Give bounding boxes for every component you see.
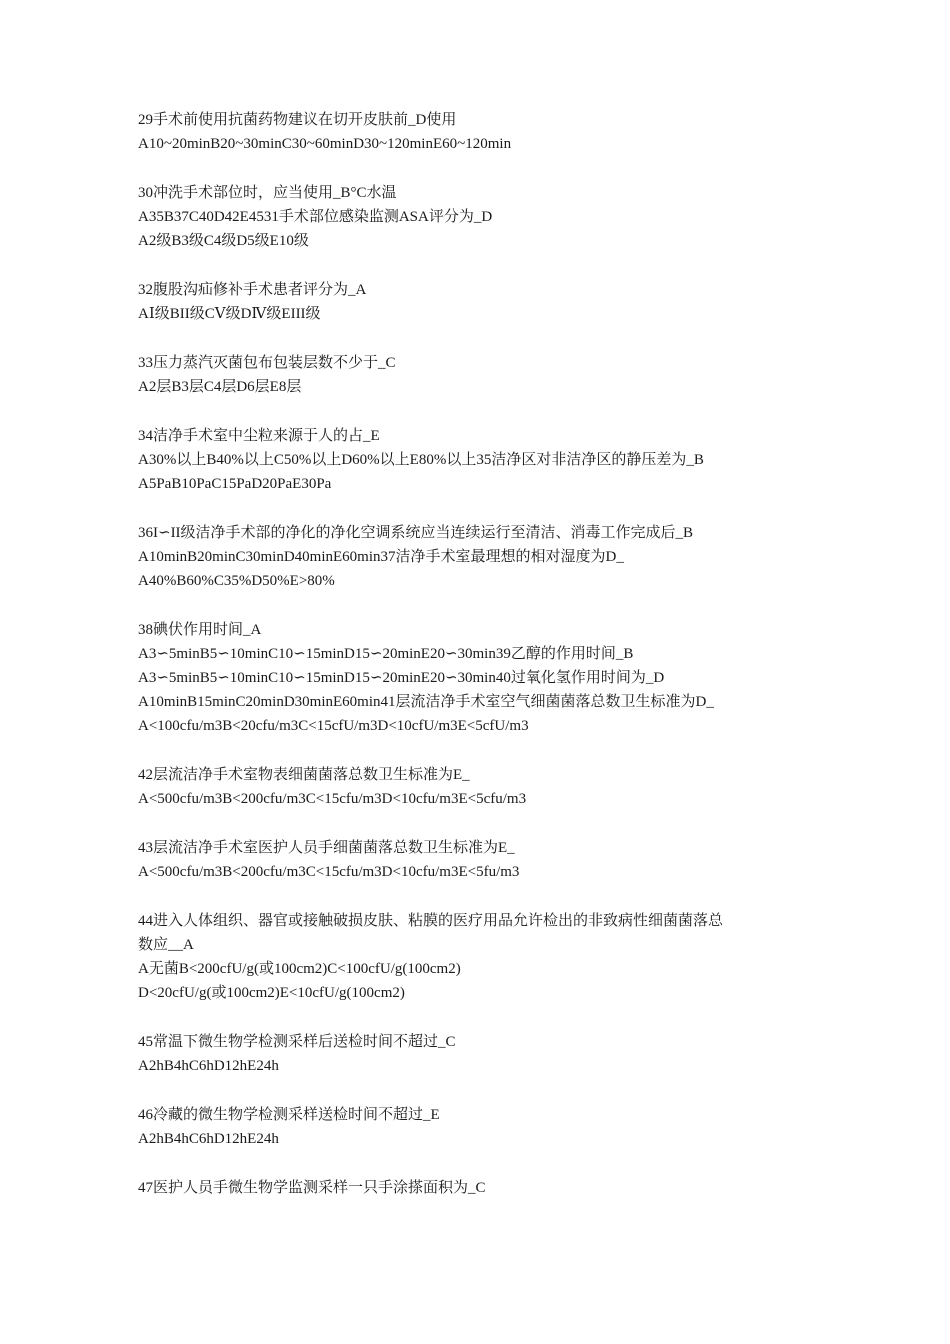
question-30 xyxy=(138,181,818,253)
answer-options: A10minB15minC20minD30minE60min41层流洁净手术室空气细菌菌落总数卫生标准为D_ xyxy=(138,694,714,710)
answer-options: A无菌B<200cfU/g(或100cm2)C<100cfU/g(100cm2) xyxy=(138,961,461,977)
question-text: 30冲洗手术部位时，应当使用_B°C水温 xyxy=(138,185,397,201)
question-47 xyxy=(138,1176,818,1200)
question-text: 34洁净手术室中尘粒来源于人的占_E xyxy=(138,428,380,444)
answer-options: A2层B3层C4层D6层E8层 xyxy=(138,379,302,395)
question-45 xyxy=(138,1030,818,1078)
question-42 xyxy=(138,763,818,811)
answer-options: A30%以上B40%以上C50%以上D60%以上E80%以上35洁净区对非洁净区的静压差为_B xyxy=(138,452,704,468)
answer-options: A5PaB10PaC15PaD20PaE30Pa xyxy=(138,476,332,492)
answer-options: A2hB4hC6hD12hE24h xyxy=(138,1058,279,1074)
answer-options: A<100cfu/m3B<20cfu/m3C<15cfU/m3D<10cfU/m3E<5cfU/m3 xyxy=(138,718,529,734)
question-38 xyxy=(138,618,818,738)
question-32 xyxy=(138,278,818,326)
answer-options: A2hB4hC6hD12hE24h xyxy=(138,1131,279,1147)
question-text: 33压力蒸汽灭菌包布包装层数不少于_C xyxy=(138,355,396,371)
answer-options: A40%B60%C35%D50%E>80% xyxy=(138,573,335,589)
question-44 xyxy=(138,909,818,1005)
question-text: 45常温下微生物学检测采样后送检时间不超过_C xyxy=(138,1034,456,1050)
answer-options: A<500cfu/m3B<200cfu/m3C<15cfu/m3D<10cfu/m3E<5fu/m3 xyxy=(138,864,520,880)
question-33 xyxy=(138,351,818,399)
question-text: 42层流洁净手术室物表细菌菌落总数卫生标准为E_ xyxy=(138,767,470,783)
question-36 xyxy=(138,521,818,593)
question-text: 29手术前使用抗菌药物建议在切开皮肤前_D使用 xyxy=(138,112,457,128)
question-text: 47医护人员手微生物学监测采样一只手涂搽面积为_C xyxy=(138,1180,486,1196)
answer-options: A3∽5minB5∽10minC10∽15minD15∽20minE20∽30min39乙醇的作用时间_B xyxy=(138,646,634,662)
answer-options: A35B37C40D42E4531手术部位感染监测ASA评分为_D xyxy=(138,209,493,225)
answer-options: AⅠ级BII级CⅤ级DⅣ级EIII级 xyxy=(138,306,321,322)
question-text: 32腹股沟疝修补手术患者评分为_A xyxy=(138,282,367,298)
question-text: 44进入人体组织、器官或接触破损皮肤、粘膜的医疗用品允许检出的非致病性细菌菌落总 xyxy=(138,913,724,929)
question-text-continued: 数应__A xyxy=(138,937,194,953)
document-page xyxy=(138,108,818,1200)
answer-options: A2级B3级C4级D5级E10级 xyxy=(138,233,309,249)
answer-options: A<500cfu/m3B<200cfu/m3C<15cfu/m3D<10cfu/m3E<5cfu/m3 xyxy=(138,791,527,807)
question-43 xyxy=(138,836,818,884)
question-text: 38碘伏作用时间_A xyxy=(138,622,262,638)
question-text: 36I∽II级洁净手术部的净化的净化空调系统应当连续运行至清洁、消毒工作完成后_B xyxy=(138,525,694,541)
question-text: 43层流洁净手术室医护人员手细菌菌落总数卫生标准为E_ xyxy=(138,840,515,856)
answer-options: D<20cfU/g(或100cm2)E<10cfU/g(100cm2) xyxy=(138,985,405,1001)
question-text: 46冷藏的微生物学检测采样送检时间不超过_E xyxy=(138,1107,440,1123)
question-34 xyxy=(138,424,818,496)
answer-options: A10minB20minC30minD40minE60min37洁净手术室最理想的相对湿度为D_ xyxy=(138,549,624,565)
question-29 xyxy=(138,108,818,156)
question-46 xyxy=(138,1103,818,1151)
answer-options: A3∽5minB5∽10minC10∽15minD15∽20minE20∽30min40过氧化氢作用时间为_D xyxy=(138,670,665,686)
answer-options: A10~20minB20~30minC30~60minD30~120minE60~120min xyxy=(138,136,512,152)
